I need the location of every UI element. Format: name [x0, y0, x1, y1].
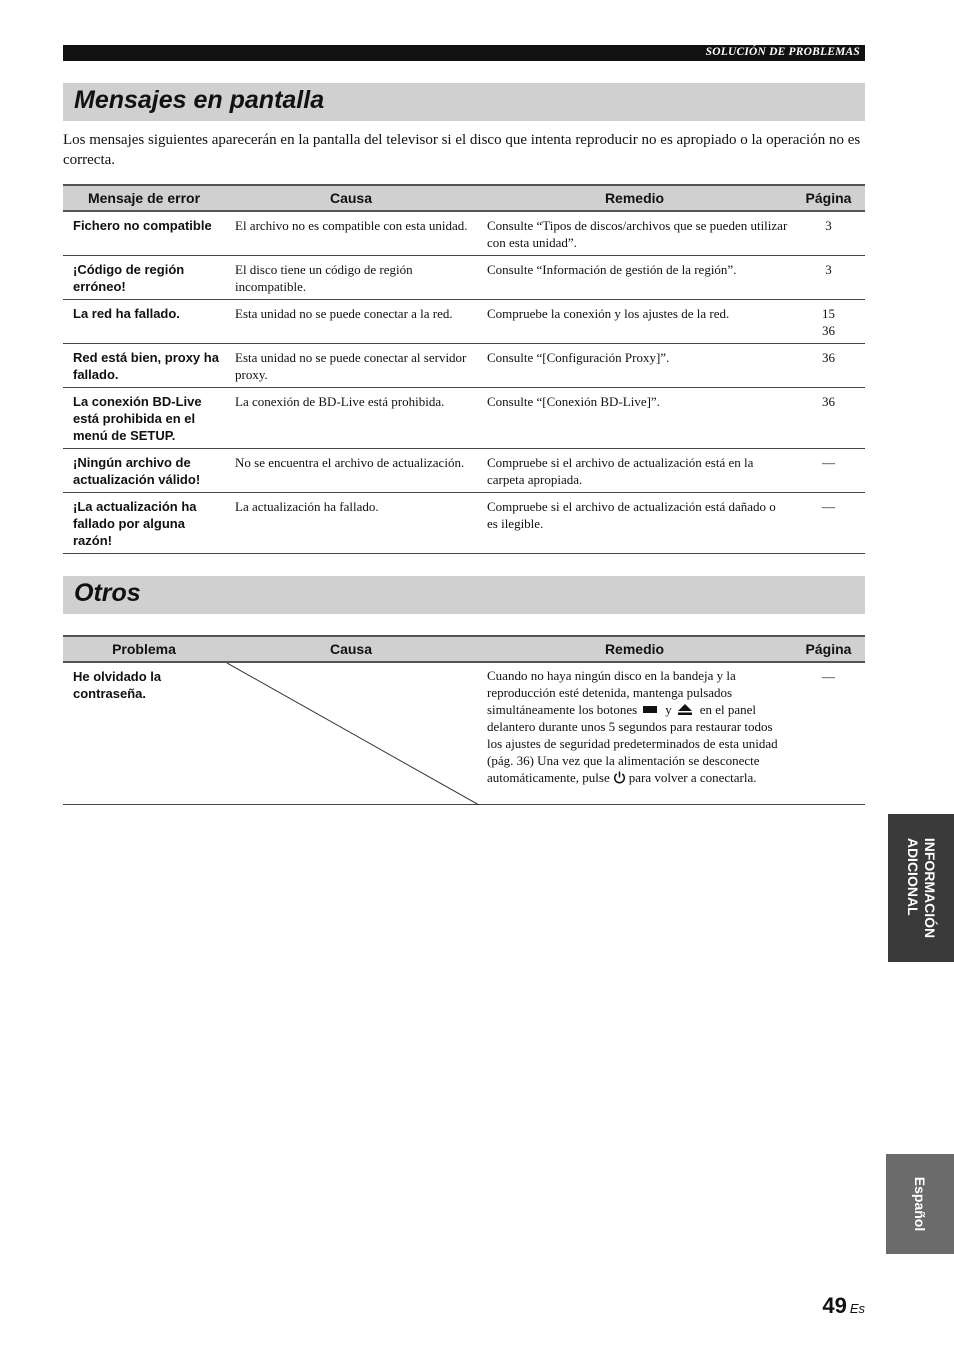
stop-icon	[643, 706, 657, 713]
column-header: Problema	[63, 636, 225, 662]
cause-cell: Esta unidad no se puede conectar a la red.	[225, 300, 477, 344]
page-cell: —	[792, 662, 865, 804]
side-tab-label: Español	[912, 1176, 928, 1232]
remedy-text: para volver a conectarla.	[628, 770, 757, 785]
section-title: Otros	[74, 579, 141, 607]
column-header: Remedio	[477, 185, 792, 211]
message-cell: Red está bien, proxy ha fallado.	[63, 344, 225, 388]
table-row	[63, 300, 865, 344]
cause-cell: El archivo no es compatible con esta unidad.	[225, 211, 477, 256]
column-header: Remedio	[477, 636, 792, 662]
side-tab-info	[888, 814, 954, 962]
table-row	[63, 493, 865, 554]
page-cell: 3	[792, 256, 865, 300]
page-cell: 15 36	[792, 300, 865, 344]
page-cell: —	[792, 449, 865, 493]
page-cell: 3	[792, 211, 865, 256]
page-cell: —	[792, 493, 865, 554]
message-cell: La red ha fallado.	[63, 300, 225, 344]
side-tab-label: INFORMACIÓN ADICIONAL	[905, 837, 938, 939]
remedy-text: Cuando no haya ningún disco en la bandeja y la reproducción esté detenida, mantenga pulsados simultáneamente los botones	[487, 668, 736, 717]
side-tab-language	[886, 1154, 954, 1254]
column-header: Causa	[225, 636, 477, 662]
remedy-cell: Compruebe si el archivo de actualización está dañado o es ilegible.	[477, 493, 792, 554]
diagonal-line	[227, 663, 479, 805]
section-heading-messages	[63, 83, 865, 121]
problem-cell: He olvidado la contraseña.	[63, 662, 225, 804]
page-cell: 36	[792, 388, 865, 449]
message-cell: ¡Ningún archivo de actualización válido!	[63, 449, 225, 493]
remedy-cell: Consulte “Tipos de discos/archivos que se pueden utilizar con esta unidad”.	[477, 211, 792, 256]
column-header: Mensaje de error	[63, 185, 225, 211]
column-header: Página	[792, 636, 865, 662]
remedy-cell: Consulte “[Conexión BD-Live]”.	[477, 388, 792, 449]
table-header-row	[63, 185, 865, 211]
section-title: Mensajes en pantalla	[74, 86, 325, 114]
table-row	[63, 388, 865, 449]
table-row	[63, 211, 865, 256]
cause-cell: La actualización ha fallado.	[225, 493, 477, 554]
eject-icon	[678, 704, 692, 715]
header-bar	[63, 45, 865, 61]
error-messages-table	[63, 184, 865, 554]
table-header-row	[63, 636, 865, 662]
column-header: Página	[792, 185, 865, 211]
remedy-cell: Consulte “Información de gestión de la región”.	[477, 256, 792, 300]
remedy-and: y	[665, 702, 672, 717]
power-icon	[613, 771, 626, 784]
remedy-cell: Compruebe si el archivo de actualización está en la carpeta apropiada.	[477, 449, 792, 493]
section-label: SOLUCIÓN DE PROBLEMAS	[705, 46, 860, 58]
cause-cell: Esta unidad no se puede conectar al servidor proxy.	[225, 344, 477, 388]
cause-cell: La conexión de BD-Live está prohibida.	[225, 388, 477, 449]
page-cell: 36	[792, 344, 865, 388]
remedy-cell: Compruebe la conexión y los ajustes de la red.	[477, 300, 792, 344]
page-number	[822, 1293, 865, 1319]
cause-cell: No se encuentra el archivo de actualización.	[225, 449, 477, 493]
table-row	[63, 449, 865, 493]
cause-cell: El disco tiene un código de región incompatible.	[225, 256, 477, 300]
section-heading-others	[63, 576, 865, 614]
table-row	[63, 344, 865, 388]
table-row	[63, 256, 865, 300]
page-number-value: 49	[822, 1293, 847, 1318]
remedy-text: en el panel delantero durante unos 5 segundos para restaurar todos los ajustes de seguridad predeterminados de esta unidad (pág. 36) Una vez que la alimentación se desconecte automáticamente, pulse	[487, 702, 778, 785]
intro-paragraph: Los mensajes siguientes aparecerán en la pantalla del televisor si el disco que intenta reproducir no es apropiado o la operación no es correcta.	[63, 132, 861, 168]
message-cell: La conexión BD-Live está prohibida en el menú de SETUP.	[63, 388, 225, 449]
message-cell: ¡Código de región erróneo!	[63, 256, 225, 300]
remedy-cell: Consulte “[Configuración Proxy]”.	[477, 344, 792, 388]
page-lang-code: Es	[849, 1301, 865, 1316]
message-cell: ¡La actualización ha fallado por alguna razón!	[63, 493, 225, 554]
remedy-cell	[477, 662, 792, 804]
column-header: Causa	[225, 185, 477, 211]
message-cell: Fichero no compatible	[63, 211, 225, 256]
